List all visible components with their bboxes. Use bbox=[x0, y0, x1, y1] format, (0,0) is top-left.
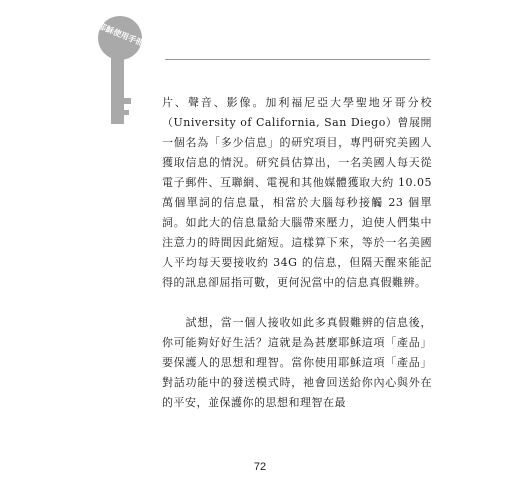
paragraph: 試想，當一個人接收如此多真假難辨的信息後，你可能夠好好生活？這就是為甚麼耶穌這項「產品」要保護人的思想和理智。當你使用耶穌這項「產品」對話功能中的發送模式時，祂會回送給你內心與外在的平安，並保護你的思想和理智在最 bbox=[162, 316, 432, 409]
key-shank bbox=[111, 54, 124, 124]
header-rule bbox=[165, 59, 430, 60]
body-text bbox=[162, 93, 432, 413]
key-icon bbox=[90, 14, 150, 126]
paragraph: 片、聲音、影像。加利福尼亞大學聖地牙哥分校（University of California, San Diego）曾展開一個名為「多少信息」的研究項目，專門研究美國人獲取信息的情況。研究員估算出，一名美國人每天從電子郵件、互聯網、電視和其他媒體獲取大約 10.05 萬個單詞的信息量，相當於大腦每秒接觸 23 個單詞。如此大的信息量給大腦帶來壓力，迫使人們集中注意力的時間因此縮短。這樣算下來，等於一名美國人平均每天要接收約 34G 的信息，但隔天醒來能記得的訊息卻屈指可數，更何況當中的信息真假難辨。 bbox=[162, 96, 432, 289]
page-number: 72 bbox=[253, 461, 267, 473]
series-title: 耶穌使用手冊 bbox=[96, 21, 145, 48]
key-tooth bbox=[124, 110, 129, 115]
key-tooth bbox=[124, 98, 131, 104]
